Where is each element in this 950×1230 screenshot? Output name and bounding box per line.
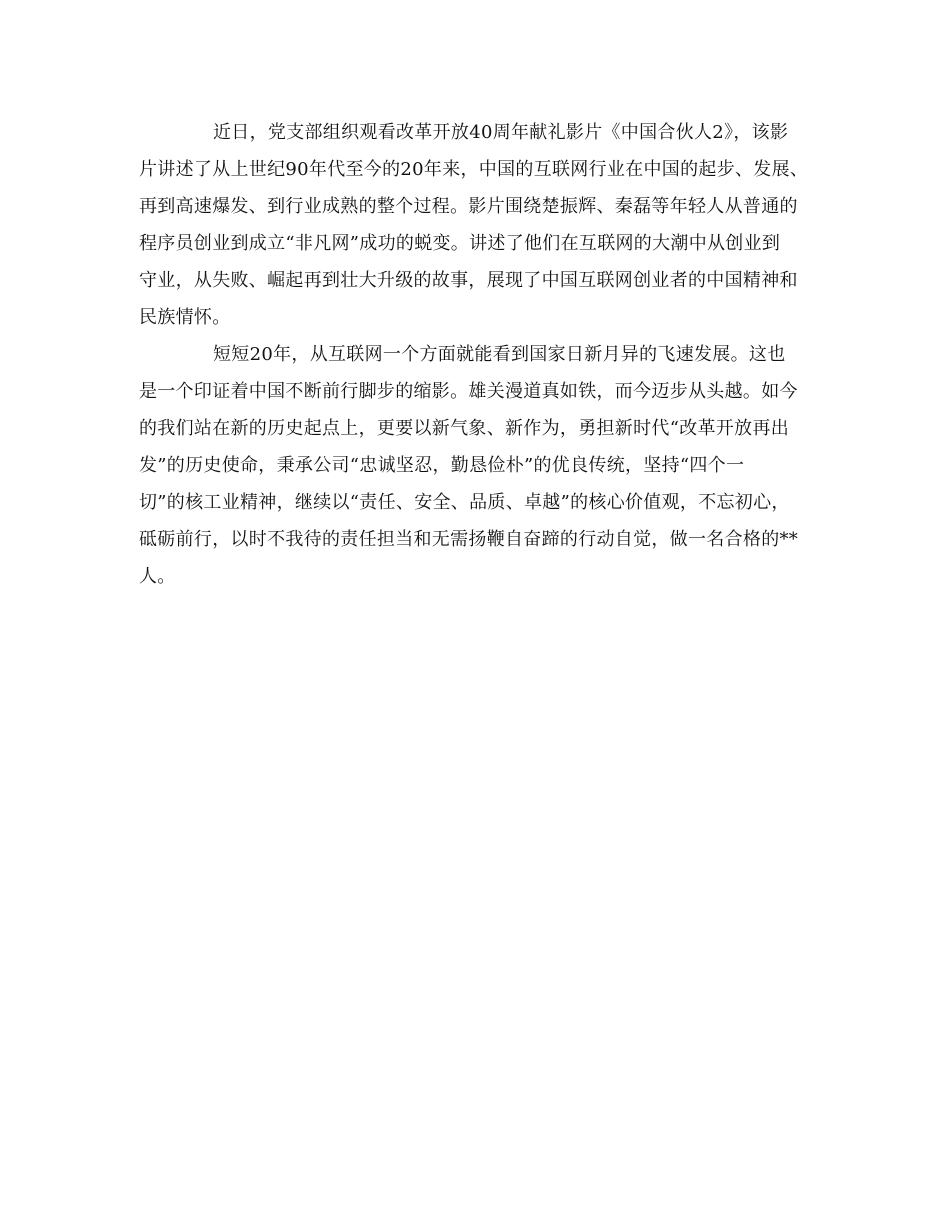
paragraph-line: 是一个印证着中国不断前行脚步的缩影。雄关漫道真如铁，而今迈步从头越。如今 [139, 381, 798, 402]
paragraph-line: 片讲述了从上世纪90年代至今的20年来，中国的互联网行业在中国的起步、发展、 [139, 159, 809, 180]
paragraph-line: 的我们站在新的历史起点上，更要以新气象、新作为，勇担新时代“改革开放再出 [139, 418, 789, 439]
paragraph-line: 人。 [139, 566, 176, 587]
paragraph-line: 短短20年，从互联网一个方面就能看到国家日新月异的飞速发展。这也 [213, 344, 786, 365]
paragraph-line: 发”的历史使命，秉承公司“忠诚坚忍，勤恳俭朴”的优良传统，坚持“四个一 [139, 455, 745, 476]
paragraph-line: 近日，党支部组织观看改革开放40周年献礼影片《中国合伙人2》，该影 [213, 122, 789, 143]
paragraph-line: 守业，从失败、崛起再到壮大升级的故事，展现了中国互联网创业者的中国精神和 [139, 270, 798, 291]
paragraph-line: 再到高速爆发、到行业成熟的整个过程。影片围绕楚振辉、秦磊等年轻人从普通的 [139, 196, 798, 217]
paragraph-line: 砥砺前行，以时不我待的责任担当和无需扬鞭自奋蹄的行动自觉，做一名合格的** [139, 529, 799, 550]
paragraph-line: 切”的核工业精神，继续以“责任、安全、品质、卓越”的核心价值观，不忘初心， [139, 492, 790, 513]
document-body [139, 114, 817, 595]
paragraph-2 [139, 336, 817, 595]
paragraph-line: 民族情怀。 [139, 307, 231, 328]
paragraph-1 [139, 114, 817, 336]
paragraph-line: 程序员创业到成立“非凡网”成功的蜕变。讲述了他们在互联网的大潮中从创业到 [139, 233, 781, 254]
